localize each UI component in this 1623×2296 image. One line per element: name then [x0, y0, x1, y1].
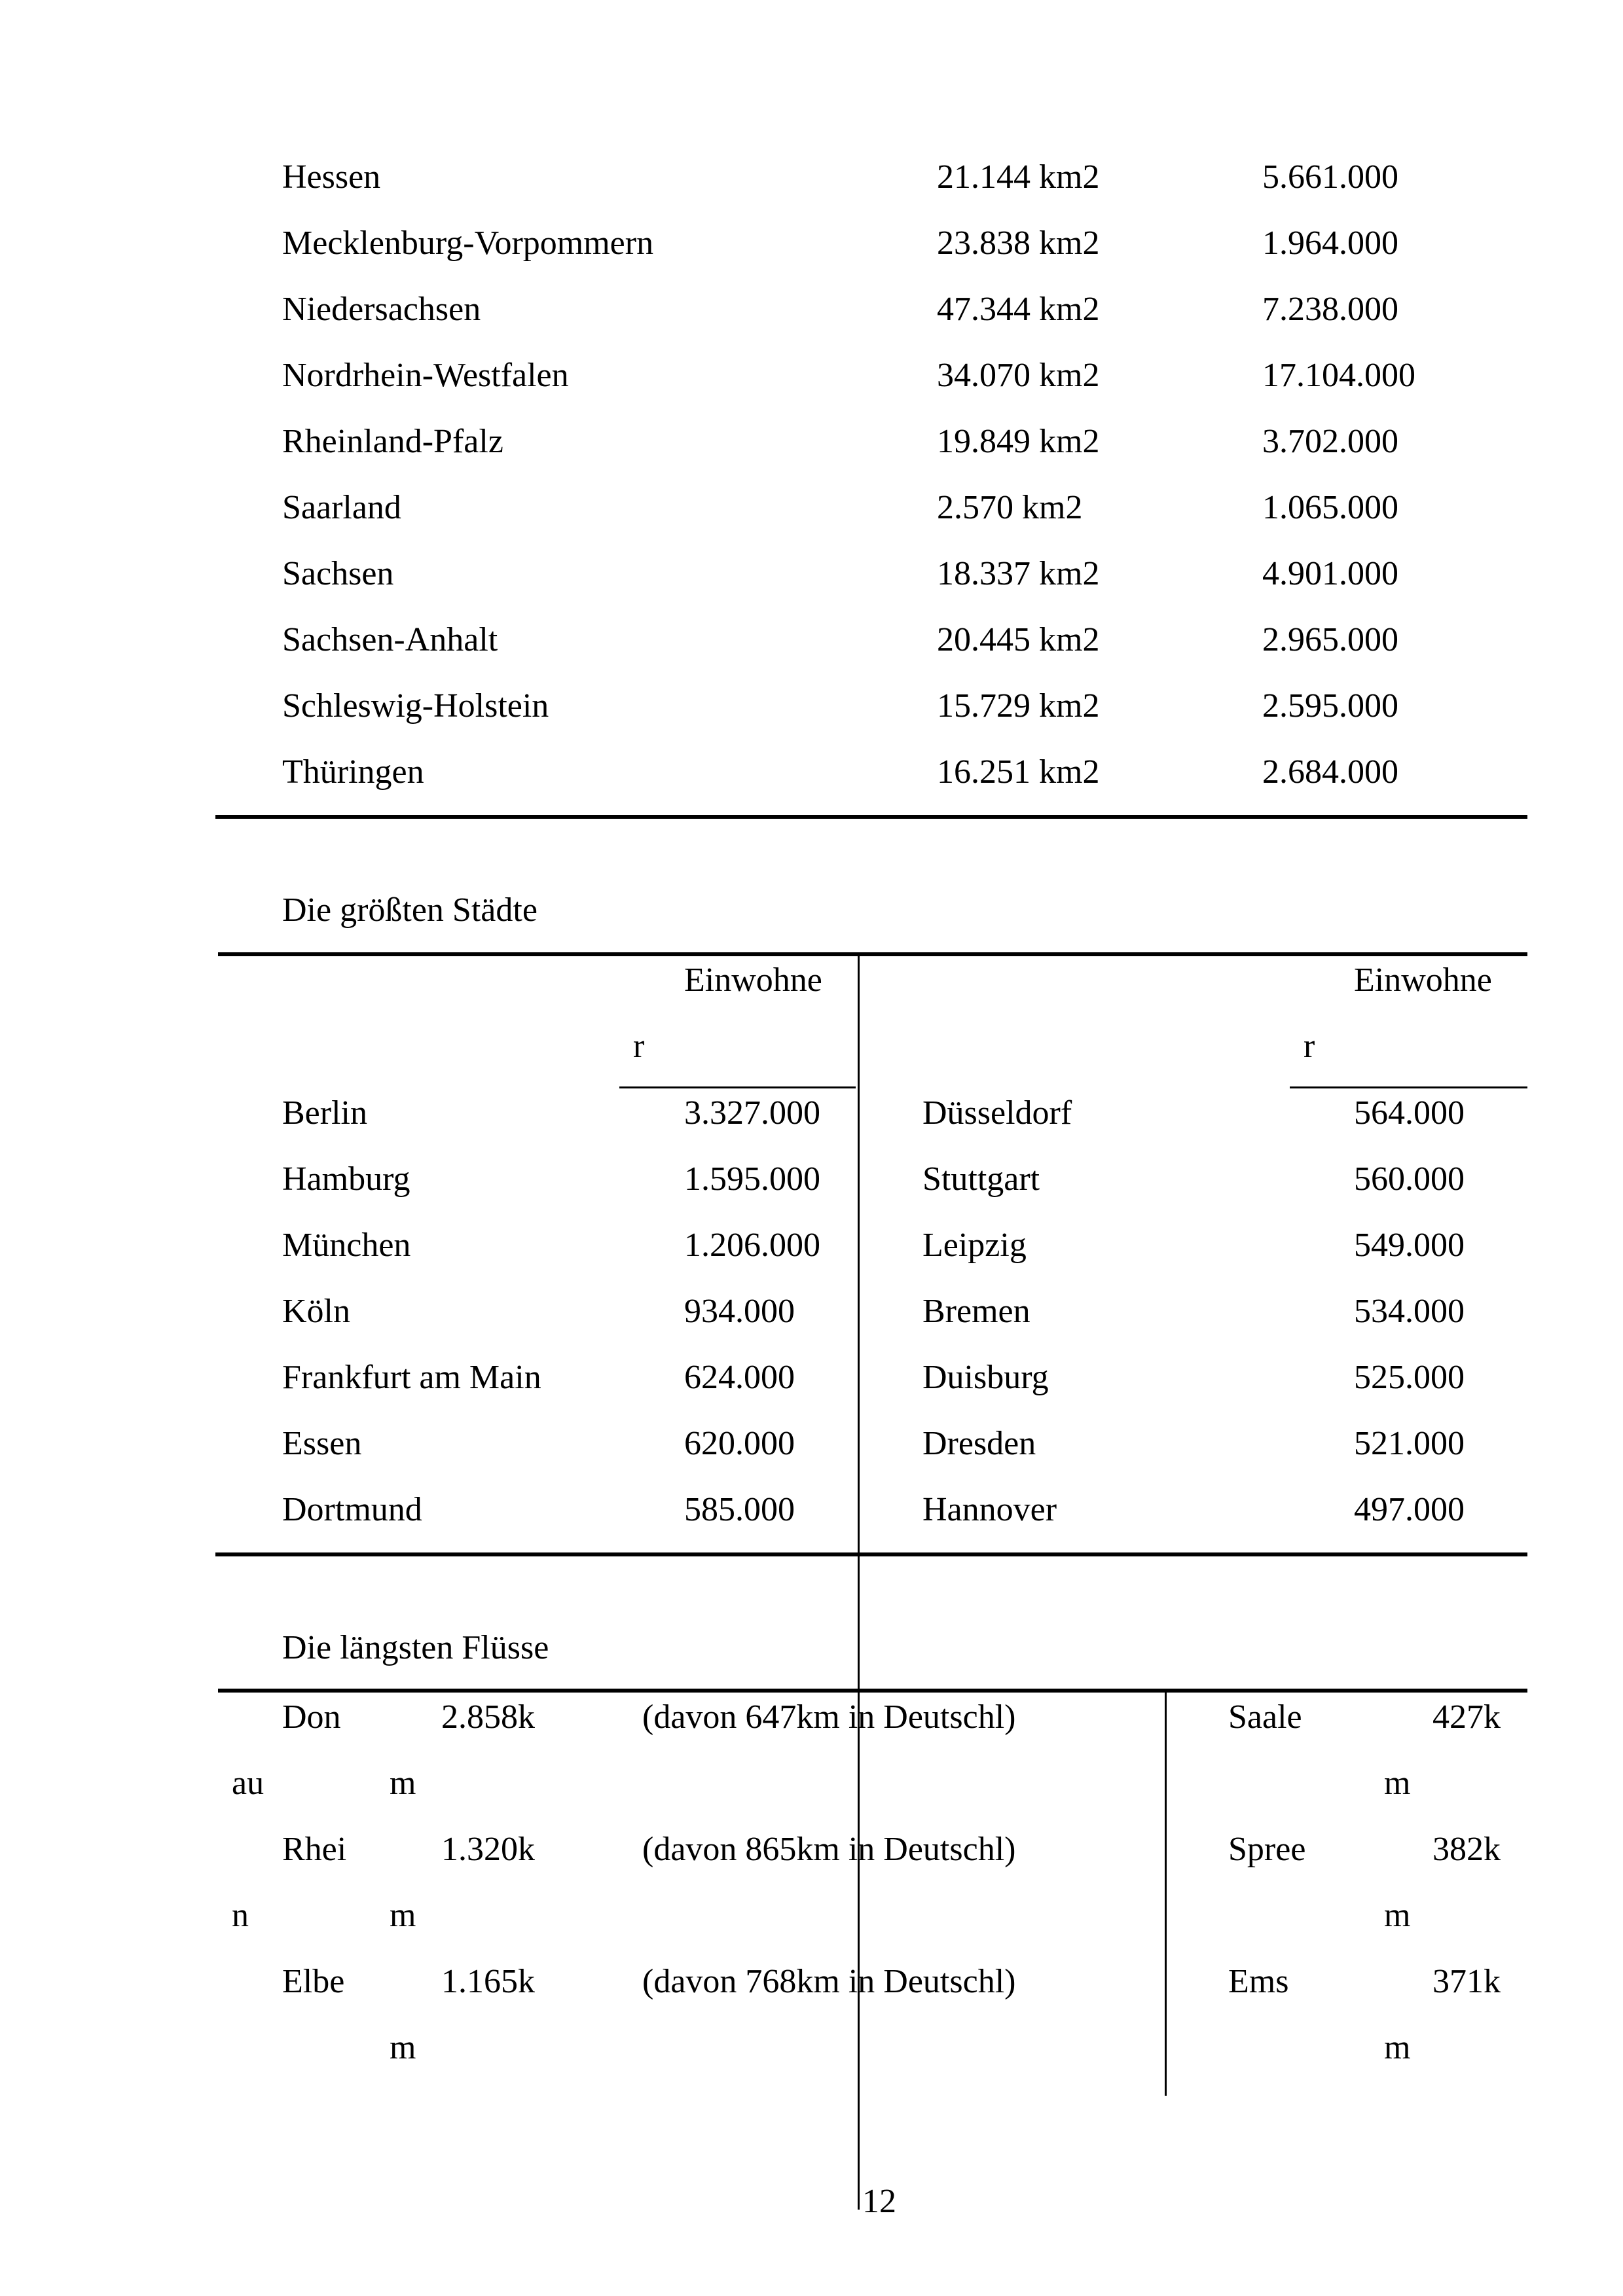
cities-header-right-overflow: r — [1304, 1028, 1315, 1065]
city-population: 1.206.000 — [684, 1227, 820, 1264]
cities-title: Die größten Städte — [282, 891, 538, 929]
city-population: 521.000 — [1354, 1425, 1465, 1462]
city-population: 564.000 — [1354, 1094, 1465, 1132]
city-name: Bremen — [922, 1293, 1030, 1330]
river-length-overflow: m — [390, 2029, 416, 2066]
river-length-overflow: m — [390, 1897, 416, 1934]
city-population: 497.000 — [1354, 1491, 1465, 1528]
city-population: 585.000 — [684, 1491, 795, 1528]
river-length: 1.165k — [441, 1963, 535, 2000]
state-area: 18.337 km2 — [937, 555, 1100, 592]
state-area: 15.729 km2 — [937, 687, 1100, 725]
city-population: 549.000 — [1354, 1227, 1465, 1264]
city-population: 1.595.000 — [684, 1160, 820, 1198]
city-population: 3.327.000 — [684, 1094, 820, 1132]
river-length: 382k — [1432, 1831, 1501, 1868]
state-population: 17.104.000 — [1262, 357, 1415, 394]
city-name: Köln — [282, 1293, 350, 1330]
river-name: Spree — [1228, 1831, 1306, 1868]
state-area: 20.445 km2 — [937, 621, 1100, 658]
city-name: Hamburg — [282, 1160, 410, 1198]
state-name: Nordrhein-Westfalen — [282, 357, 569, 394]
city-population: 534.000 — [1354, 1293, 1465, 1330]
river-name: Don — [282, 1698, 341, 1736]
state-name: Hessen — [282, 158, 381, 196]
state-area: 23.838 km2 — [937, 224, 1100, 262]
river-name: Elbe — [282, 1963, 345, 2000]
cities-header-left-overflow: r — [633, 1028, 645, 1065]
state-population: 3.702.000 — [1262, 423, 1398, 460]
state-name: Schleswig-Holstein — [282, 687, 549, 725]
city-name: Essen — [282, 1425, 362, 1462]
state-population: 5.661.000 — [1262, 158, 1398, 196]
state-area: 47.344 km2 — [937, 291, 1100, 328]
city-name: München — [282, 1227, 411, 1264]
rivers-title: Die längsten Flüsse — [282, 1629, 549, 1666]
city-name: Dortmund — [282, 1491, 422, 1528]
city-population: 525.000 — [1354, 1359, 1465, 1396]
city-name: Dresden — [922, 1425, 1036, 1462]
cities-header-right-rule — [1290, 1086, 1527, 1088]
city-name: Stuttgart — [922, 1160, 1040, 1198]
rivers-top-rule — [218, 1689, 1527, 1693]
state-population: 7.238.000 — [1262, 291, 1398, 328]
state-name: Sachsen-Anhalt — [282, 621, 498, 658]
city-population: 624.000 — [684, 1359, 795, 1396]
states-bottom-rule — [215, 815, 1527, 819]
city-population: 934.000 — [684, 1293, 795, 1330]
cities-header-left: Einwohne — [684, 961, 822, 999]
river-length-overflow: m — [1384, 1897, 1411, 1934]
cities-header-left-rule — [619, 1086, 856, 1088]
city-name: Leipzig — [922, 1227, 1027, 1264]
state-name: Saarland — [282, 489, 401, 526]
state-area: 2.570 km2 — [937, 489, 1083, 526]
cities-header-right: Einwohne — [1354, 961, 1492, 999]
cities-column-divider — [858, 956, 860, 2210]
city-name: Hannover — [922, 1491, 1057, 1528]
river-name: Rhei — [282, 1831, 347, 1868]
state-population: 4.901.000 — [1262, 555, 1398, 592]
river-length: 2.858k — [441, 1698, 535, 1736]
state-area: 21.144 km2 — [937, 158, 1100, 196]
cities-top-rule — [218, 952, 1527, 956]
state-name: Niedersachsen — [282, 291, 481, 328]
river-name-overflow: n — [232, 1897, 249, 1934]
river-note: (davon 647km in Deutschl) — [642, 1698, 1016, 1736]
city-name: Düsseldorf — [922, 1094, 1072, 1132]
river-length: 1.320k — [441, 1831, 535, 1868]
state-area: 34.070 km2 — [937, 357, 1100, 394]
rivers-column-divider — [1165, 1693, 1167, 2096]
city-population: 560.000 — [1354, 1160, 1465, 1198]
city-name: Berlin — [282, 1094, 367, 1132]
page-number: 12 — [862, 2183, 896, 2220]
state-area: 16.251 km2 — [937, 753, 1100, 791]
river-length-overflow: m — [1384, 2029, 1411, 2066]
state-name: Mecklenburg-Vorpommern — [282, 224, 654, 262]
state-population: 2.965.000 — [1262, 621, 1398, 658]
city-population: 620.000 — [684, 1425, 795, 1462]
river-name: Ems — [1228, 1963, 1289, 2000]
river-length-overflow: m — [1384, 1765, 1411, 1802]
state-name: Thüringen — [282, 753, 424, 791]
river-name: Saale — [1228, 1698, 1302, 1736]
river-length: 371k — [1432, 1963, 1501, 2000]
city-name: Frankfurt am Main — [282, 1359, 541, 1396]
river-note: (davon 865km in Deutschl) — [642, 1831, 1016, 1868]
river-note: (davon 768km in Deutschl) — [642, 1963, 1016, 2000]
state-population: 2.595.000 — [1262, 687, 1398, 725]
river-length: 427k — [1432, 1698, 1501, 1736]
cities-bottom-rule — [215, 1552, 1527, 1556]
state-population: 2.684.000 — [1262, 753, 1398, 791]
city-name: Duisburg — [922, 1359, 1049, 1396]
state-name: Sachsen — [282, 555, 394, 592]
state-name: Rheinland-Pfalz — [282, 423, 503, 460]
river-name-overflow: au — [232, 1765, 264, 1802]
state-population: 1.065.000 — [1262, 489, 1398, 526]
state-population: 1.964.000 — [1262, 224, 1398, 262]
state-area: 19.849 km2 — [937, 423, 1100, 460]
river-length-overflow: m — [390, 1765, 416, 1802]
